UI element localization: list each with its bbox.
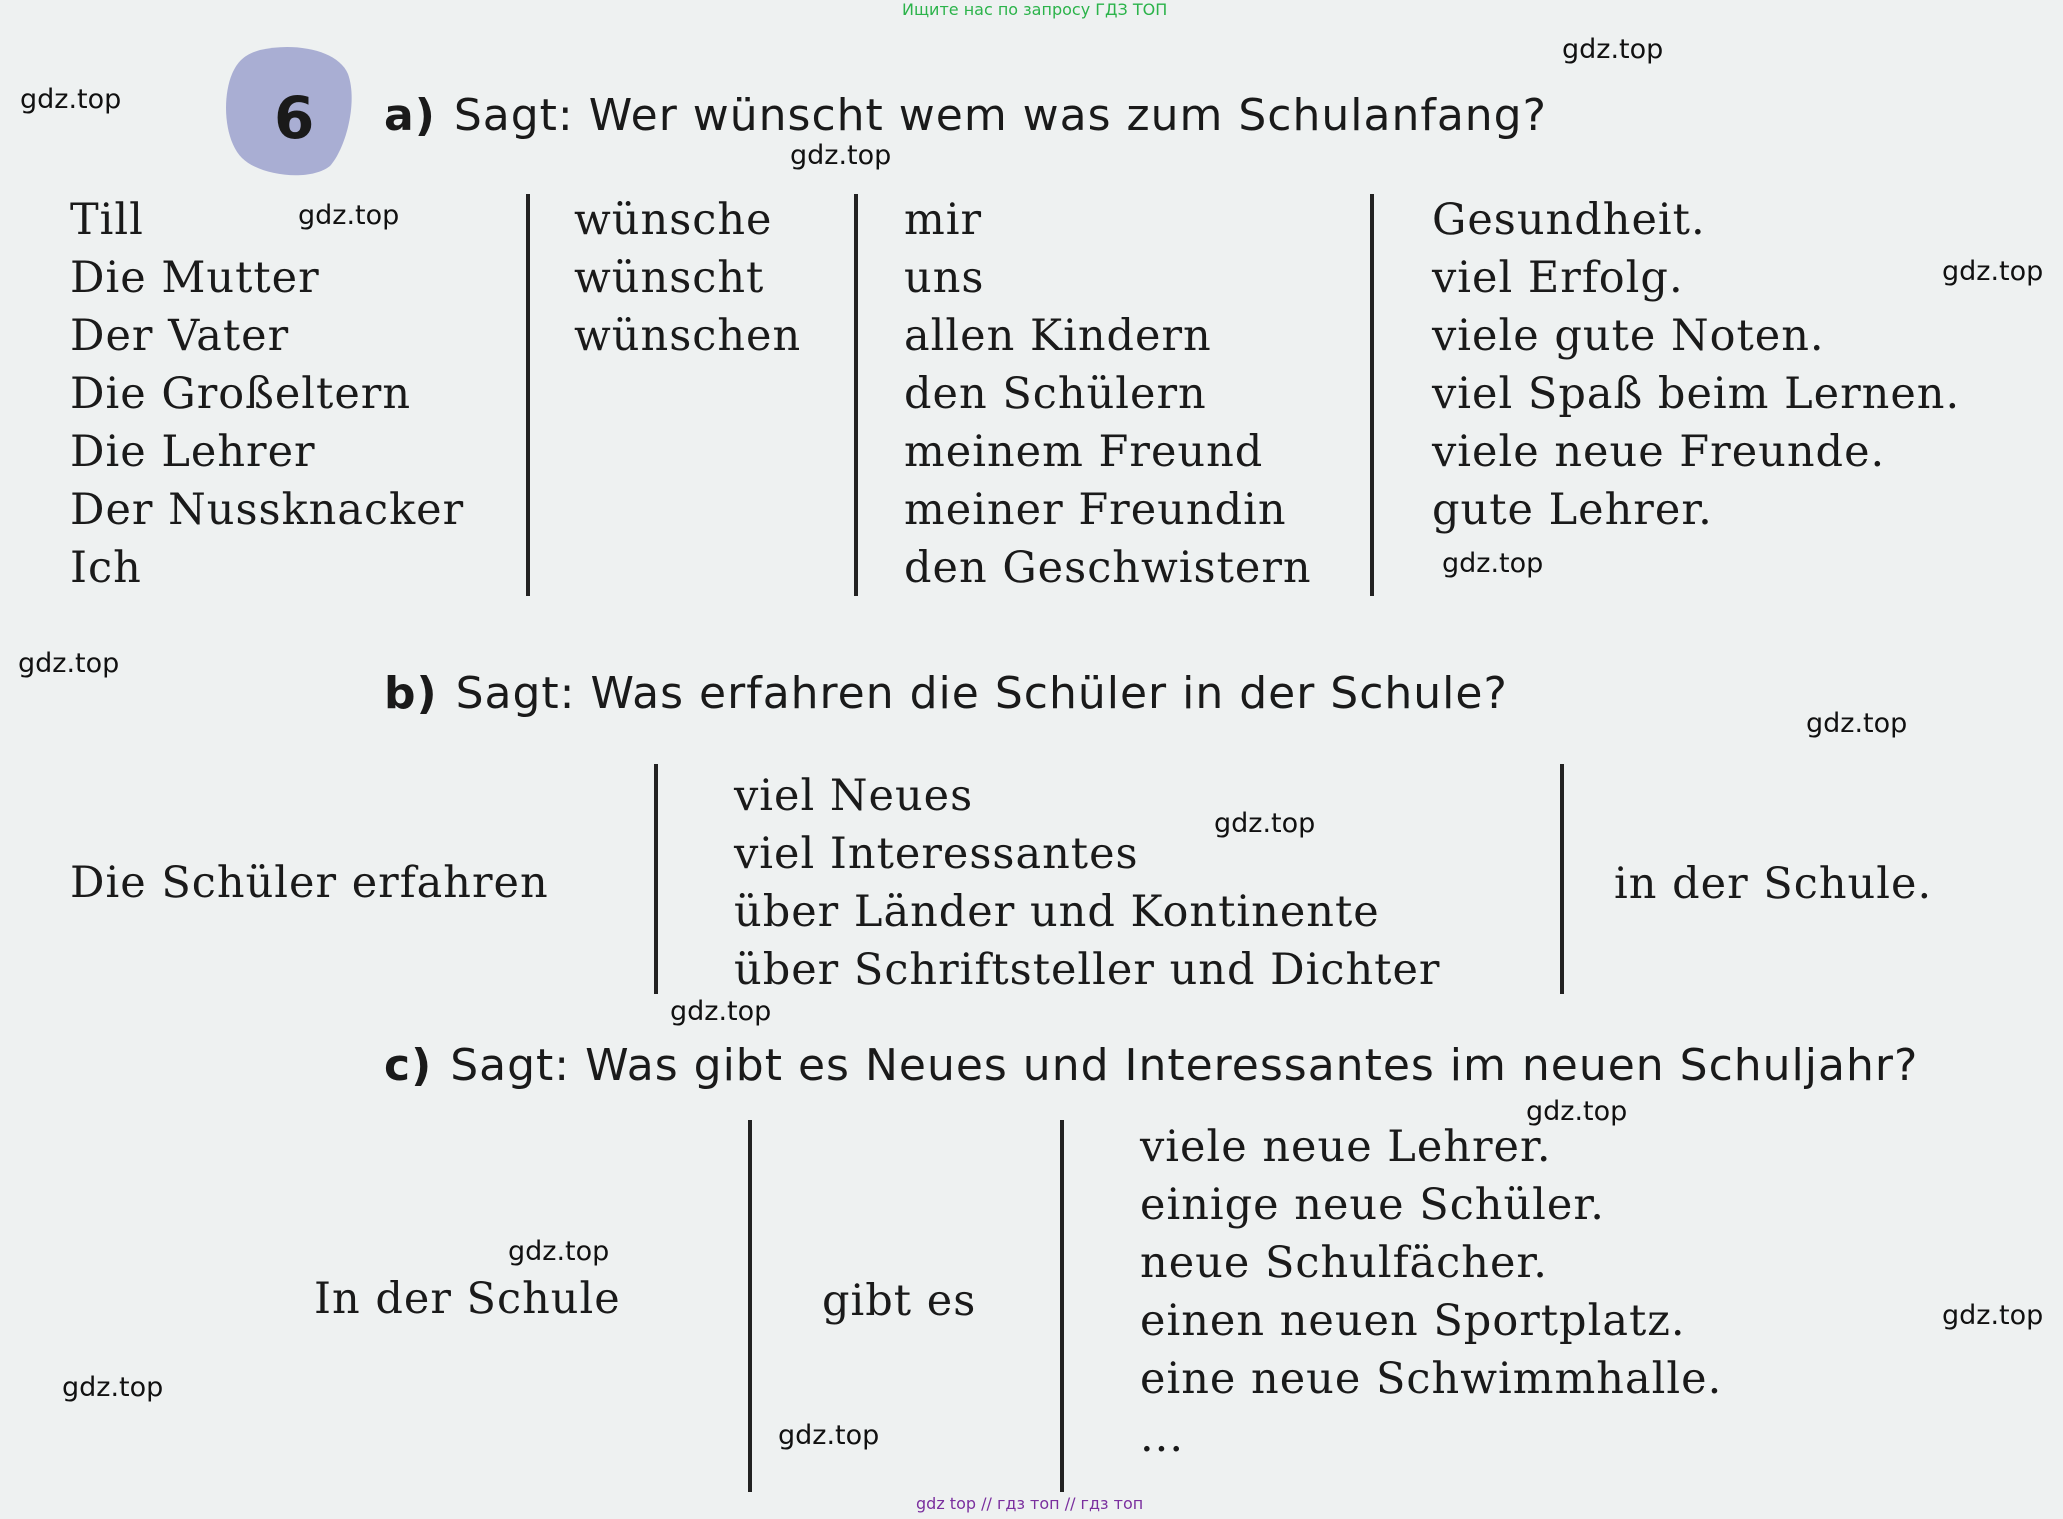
- divider-line: [748, 1120, 752, 1492]
- object-item: den Schülern: [904, 369, 1207, 419]
- watermark: gdz.top: [790, 140, 892, 171]
- watermark: gdz.top: [1442, 548, 1544, 579]
- bottom-note: gdz top // гдз топ // гдз топ: [916, 1494, 1144, 1513]
- part-c-items: [1140, 1118, 1722, 1466]
- exercise-number: 6: [274, 84, 315, 152]
- subject-item: Die Großeltern: [70, 369, 412, 419]
- new-item: eine neue Schwimmhalle.: [1140, 1354, 1723, 1404]
- watermark: gdz.top: [1214, 808, 1316, 839]
- watermark: gdz.top: [1562, 34, 1664, 65]
- watermark: gdz.top: [20, 84, 122, 115]
- divider-line: [1560, 764, 1564, 994]
- wish-item: viele gute Noten.: [1432, 311, 1825, 361]
- divider-line: [854, 194, 858, 596]
- object-item: allen Kindern: [904, 311, 1212, 361]
- top-note: Ищите нас по запросу ГДЗ ТОП: [902, 0, 1168, 19]
- watermark: gdz.top: [1806, 708, 1908, 739]
- watermark: gdz.top: [62, 1372, 164, 1403]
- watermark: gdz.top: [18, 648, 120, 679]
- watermark: gdz.top: [508, 1236, 610, 1267]
- part-a-subjects: [70, 191, 464, 597]
- learn-item: viel Neues: [734, 771, 974, 821]
- part-b-end: in der Schule.: [1614, 859, 1933, 909]
- learn-item: über Länder und Kontinente: [734, 887, 1380, 937]
- object-item: uns: [904, 253, 985, 303]
- part-c-label: c): [384, 1040, 433, 1091]
- part-a-verbs: [574, 191, 801, 365]
- verb-item: wünschen: [574, 311, 802, 361]
- part-a-heading: [384, 90, 1547, 141]
- part-b-items: [734, 767, 1440, 999]
- watermark: gdz.top: [778, 1420, 880, 1451]
- watermark: gdz.top: [1942, 256, 2044, 287]
- subject-item: Die Mutter: [70, 253, 320, 303]
- verb-item: wünsche: [574, 195, 773, 245]
- part-b-heading: [384, 668, 1508, 719]
- new-item: ...: [1140, 1412, 1185, 1462]
- part-b-subject: Die Schüler erfahren: [70, 858, 549, 908]
- part-a-wishes: [1432, 191, 1960, 539]
- subject-item: Ich: [70, 543, 142, 593]
- wish-item: viele neue Freunde.: [1432, 427, 1886, 477]
- part-b-heading-text: Sagt: Was erfahren die Schüler in der Schule?: [455, 668, 1508, 719]
- subject-item: Der Vater: [70, 311, 290, 361]
- part-a-label: a): [384, 90, 436, 141]
- watermark: gdz.top: [1526, 1096, 1628, 1127]
- part-a-heading-text: Sagt: Wer wünscht wem was zum Schulanfang?: [453, 90, 1547, 141]
- divider-line: [654, 764, 658, 994]
- new-item: neue Schulfächer.: [1140, 1238, 1548, 1288]
- object-item: meinem Freund: [904, 427, 1264, 477]
- object-item: den Geschwistern: [904, 543, 1312, 593]
- wish-item: gute Lehrer.: [1432, 485, 1713, 535]
- watermark: gdz.top: [670, 996, 772, 1027]
- wish-item: Gesundheit.: [1432, 195, 1706, 245]
- part-c-heading: [384, 1040, 1918, 1091]
- new-item: einige neue Schüler.: [1140, 1180, 1605, 1230]
- watermark: gdz.top: [298, 200, 400, 231]
- part-c-place: In der Schule: [314, 1274, 621, 1324]
- part-c-heading-text: Sagt: Was gibt es Neues und Interessantes im neuen Schuljahr?: [450, 1040, 1919, 1091]
- wish-item: viel Erfolg.: [1432, 253, 1684, 303]
- part-c-verb: gibt es: [822, 1276, 977, 1326]
- new-item: viele neue Lehrer.: [1140, 1122, 1552, 1172]
- wish-item: viel Spaß beim Lernen.: [1432, 369, 1961, 419]
- subject-item: Die Lehrer: [70, 427, 316, 477]
- object-item: meiner Freundin: [904, 485, 1287, 535]
- learn-item: über Schriftsteller und Dichter: [734, 945, 1441, 995]
- divider-line: [1370, 194, 1374, 596]
- object-item: mir: [904, 195, 983, 245]
- divider-line: [1060, 1120, 1064, 1492]
- watermark: gdz.top: [1942, 1300, 2044, 1331]
- new-item: einen neuen Sportplatz.: [1140, 1296, 1686, 1346]
- verb-item: wünscht: [574, 253, 765, 303]
- subject-item: Till: [70, 195, 144, 245]
- divider-line: [526, 194, 530, 596]
- learn-item: viel Interessantes: [734, 829, 1139, 879]
- part-a-objects: [904, 191, 1312, 597]
- subject-item: Der Nussknacker: [70, 485, 465, 535]
- part-b-label: b): [384, 668, 438, 719]
